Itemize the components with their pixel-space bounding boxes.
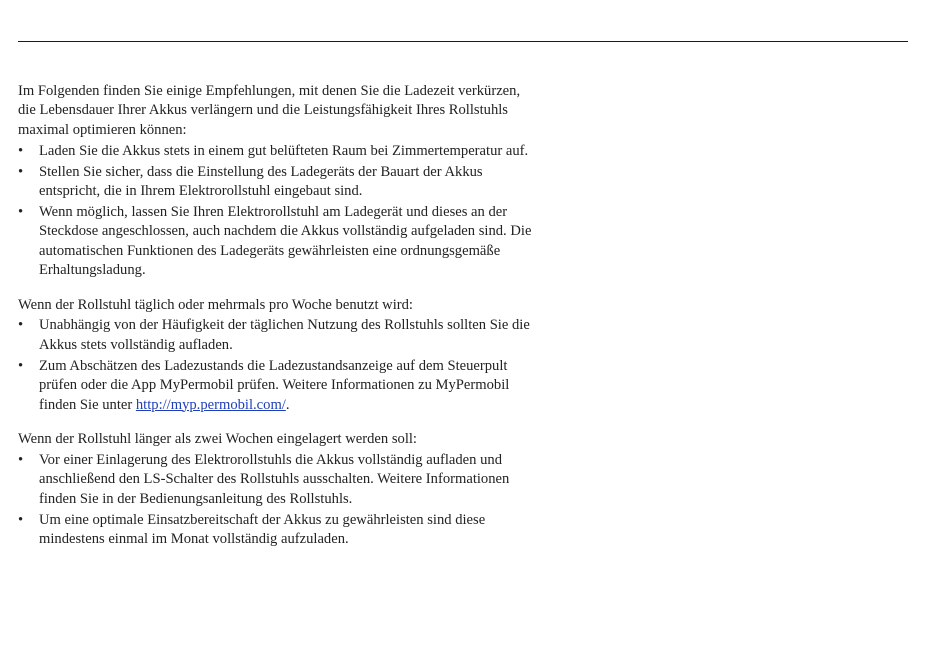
bullet-icon: • bbox=[18, 317, 24, 334]
list-item-text: Vor einer Einlagerung des Elektrorollstuhls die Akkus vollständig aufladen und anschließend den LS-Schalter des Rollstuhls ausschalten. Weitere Informationen finden Sie in der Bedienungsanleitung des Rollstuhls. bbox=[39, 451, 510, 507]
list-item bbox=[18, 357, 538, 415]
list-item-text: Unabhängig von der Häufigkeit der täglichen Nutzung des Rollstuhls sollten Sie die Akkus stets vollständig aufladen. bbox=[39, 317, 530, 353]
list-item-text: Laden Sie die Akkus stets in einem gut belüfteten Raum bei Zimmertemperatur auf. bbox=[39, 142, 529, 159]
document-body bbox=[18, 82, 538, 549]
bullet-icon: • bbox=[18, 451, 24, 468]
list-item bbox=[18, 511, 538, 550]
list-item bbox=[18, 451, 538, 509]
header-rule bbox=[18, 41, 908, 42]
section3-intro: Wenn der Rollstuhl länger als zwei Wochen eingelagert werden soll: bbox=[18, 431, 417, 447]
bullet-icon: • bbox=[18, 511, 24, 528]
section1-intro: Im Folgenden finden Sie einige Empfehlungen, mit denen Sie die Ladezeit verkürzen, die Lebensdauer Ihrer Akkus verlängern und die Leistungsfähigkeit Ihres Rollstuhls maximal optimieren können: bbox=[18, 83, 521, 138]
list-item bbox=[18, 203, 538, 281]
section2-intro: Wenn der Rollstuhl täglich oder mehrmals pro Woche benutzt wird: bbox=[18, 296, 413, 313]
list-item bbox=[18, 163, 538, 202]
list-item-text: Wenn möglich, lassen Sie Ihren Elektrorollstuhl am Ladegerät und dieses an der Steckdose angeschlossen, auch nachdem die Akkus vollständig aufgeladen sind. Die automatischen Funktionen des Ladegeräts gewährleisten eine ordnungsgemäße Erhaltungsladung. bbox=[39, 203, 532, 279]
bullet-icon: • bbox=[18, 142, 24, 159]
list-item-text: Um eine optimale Einsatzbereitschaft der Akkus zu gewährleisten sind diese mindestens einmal im Monat vollständig aufzuladen. bbox=[39, 511, 486, 548]
list-item-text: Stellen Sie sicher, dass die Einstellung des Ladegeräts der Bauart der Akkus entspricht, die in Ihrem Elektrorollstuhl eingebaut sind. bbox=[39, 163, 483, 200]
list-item bbox=[18, 316, 538, 355]
mypermobil-link[interactable]: http://myp.permobil.com/ bbox=[135, 396, 286, 413]
list-item bbox=[18, 142, 538, 161]
list-item-text: Zum Abschätzen des Ladezustands die Ladezustandsanzeige auf dem Steuerpult prüfen oder die App MyPermobil prüfen. Weitere Informationen zu MyPermobil finden Sie unter bbox=[39, 357, 510, 413]
bullet-icon: • bbox=[18, 357, 24, 374]
section3-list bbox=[18, 451, 538, 550]
bullet-icon: • bbox=[18, 163, 24, 180]
section1-list bbox=[18, 142, 538, 281]
section2-list bbox=[18, 316, 538, 415]
link-suffix: . bbox=[285, 396, 290, 413]
bullet-icon: • bbox=[18, 203, 24, 220]
